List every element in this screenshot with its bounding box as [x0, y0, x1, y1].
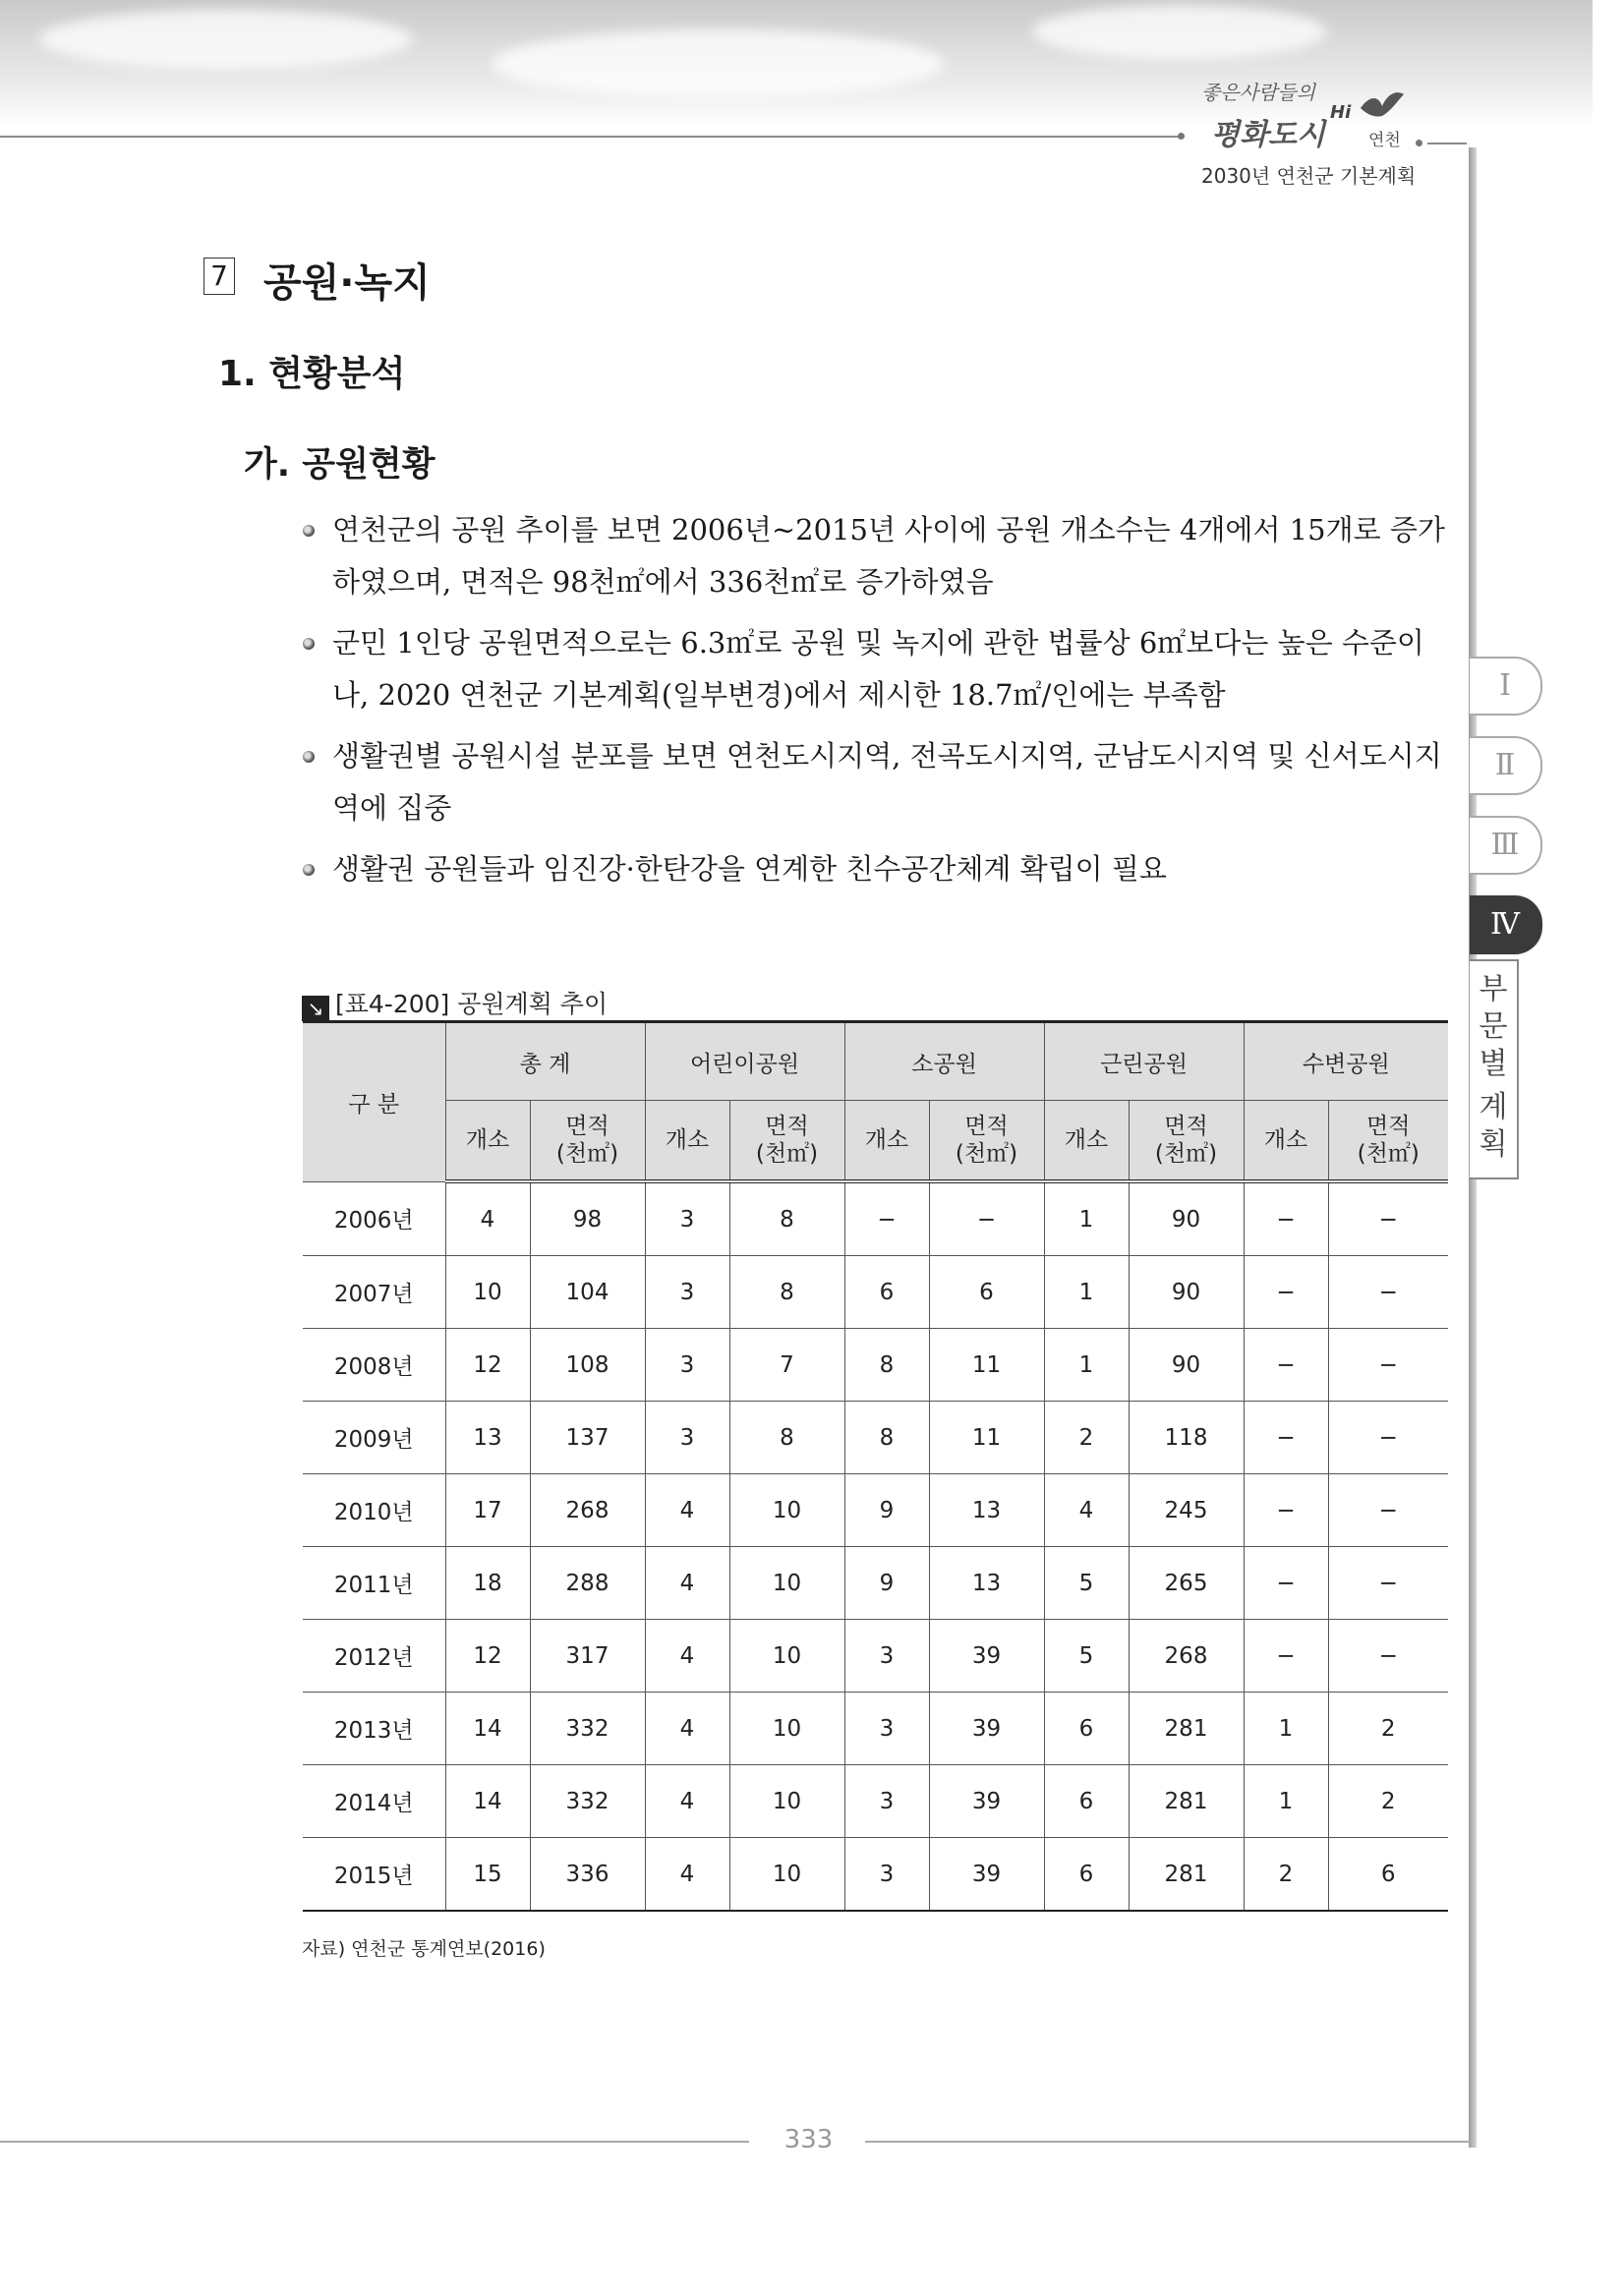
bullet-item [303, 504, 1448, 608]
table-cell: 9 [844, 1547, 929, 1620]
header-count: 개소 [445, 1101, 530, 1182]
table-cell: 317 [530, 1620, 645, 1693]
plan-title: 2030년 연천군 기본계획 [1201, 164, 1417, 188]
table-cell: 1 [1044, 1181, 1129, 1256]
table-cell: 12 [445, 1329, 530, 1402]
header-group: 총 계 [445, 1022, 645, 1101]
table-cell: 6 [1044, 1693, 1129, 1765]
header-area-unit: (천㎡) [955, 1141, 1018, 1167]
header-rule-dot [1178, 133, 1185, 140]
table-cell: − [1328, 1620, 1448, 1693]
table-cell: 4 [645, 1547, 729, 1620]
header-area-label: 면적 [765, 1114, 809, 1139]
table-cell: 2 [1328, 1693, 1448, 1765]
bullet-dot-icon [303, 638, 315, 650]
table-cell: − [1244, 1329, 1328, 1402]
table-row [303, 1329, 1448, 1402]
side-tab-1[interactable]: Ⅰ [1470, 657, 1542, 716]
heading-level1: 1. 현황분석 [218, 354, 406, 394]
table-cell: 7 [729, 1329, 844, 1402]
bullet-text: 군민 1인당 공원면적으로는 6.3㎡로 공원 및 녹지에 관한 법률상 6㎡보다는 높은 수준이나, 2020 연천군 기본계획(일부변경)에서 제시한 18.7㎡/인에는 부족함 [332, 626, 1424, 712]
header-sky-background [0, 0, 1593, 128]
table-cell: 281 [1129, 1765, 1244, 1838]
table-cell: 268 [1129, 1620, 1244, 1693]
table-cell: 4 [645, 1620, 729, 1693]
table-cell: 281 [1129, 1838, 1244, 1912]
table-cell: 3 [645, 1402, 729, 1474]
table-cell: 4 [645, 1765, 729, 1838]
table-row [303, 1620, 1448, 1693]
table-cell: 10 [445, 1256, 530, 1329]
table-cell: 39 [929, 1620, 1044, 1693]
park-trend-table [303, 1020, 1448, 1912]
table-cell: 8 [844, 1402, 929, 1474]
header-rule-right [1427, 143, 1467, 144]
table-cell: 10 [729, 1693, 844, 1765]
table-cell: 336 [530, 1838, 645, 1912]
table-cell: 39 [929, 1693, 1044, 1765]
header-group: 수변공원 [1244, 1022, 1448, 1101]
header-area-unit: (천㎡) [555, 1141, 619, 1167]
table-cell: 6 [929, 1256, 1044, 1329]
table-cell: 265 [1129, 1547, 1244, 1620]
side-tab-3[interactable]: Ⅲ [1470, 816, 1542, 875]
table-cell: 4 [445, 1181, 530, 1256]
table-cell: 332 [530, 1693, 645, 1765]
row-year: 2009년 [303, 1402, 445, 1474]
bullet-dot-icon [303, 864, 315, 876]
header-area-label: 면적 [964, 1114, 1009, 1139]
table-row [303, 1256, 1448, 1329]
table-cell: 3 [645, 1256, 729, 1329]
table-row [303, 1765, 1448, 1838]
table-cell: 3 [844, 1838, 929, 1912]
page-number: 333 [783, 2125, 834, 2154]
header-area [1129, 1101, 1244, 1182]
table-source: 자료) 연천군 통계연보(2016) [302, 1938, 546, 1960]
bullet-text: 연천군의 공원 추이를 보면 2006년~2015년 사이에 공원 개소수는 4개에서 15개로 증가하였으며, 면적은 98천㎡에서 336천㎡로 증가하였음 [332, 513, 1445, 599]
side-label-char: 별 [1479, 1047, 1508, 1081]
table-cell: 8 [729, 1402, 844, 1474]
table-cell: − [1328, 1474, 1448, 1547]
bullet-item [303, 617, 1448, 721]
bullet-dot-icon [303, 525, 315, 537]
table-body [303, 1181, 1448, 1911]
table-cell: 104 [530, 1256, 645, 1329]
table-cell: 1 [1244, 1693, 1328, 1765]
table-cell: − [1328, 1402, 1448, 1474]
table-row [303, 1402, 1448, 1474]
table-cell: 2 [1244, 1838, 1328, 1912]
table-cell: 4 [645, 1693, 729, 1765]
table-cell: 245 [1129, 1474, 1244, 1547]
table-cell: 3 [844, 1620, 929, 1693]
header-rule-dot [1416, 140, 1422, 146]
header-gubun: 구 분 [303, 1022, 445, 1182]
table-row [303, 1181, 1448, 1256]
table-cell: 10 [729, 1620, 844, 1693]
header-area-label: 면적 [1366, 1114, 1411, 1139]
table-cell: − [1244, 1256, 1328, 1329]
table-cell: − [1328, 1181, 1448, 1256]
row-year: 2015년 [303, 1838, 445, 1912]
row-year: 2010년 [303, 1474, 445, 1547]
table-cell: 1 [1044, 1256, 1129, 1329]
table-cell: 3 [645, 1181, 729, 1256]
table-cell: 6 [844, 1256, 929, 1329]
table-cell: − [844, 1181, 929, 1256]
table-cell: 90 [1129, 1329, 1244, 1402]
table-row [303, 1474, 1448, 1547]
row-year: 2013년 [303, 1693, 445, 1765]
table-row [303, 1693, 1448, 1765]
section-title: 공원·녹지 [263, 260, 431, 306]
table-cell: 13 [445, 1402, 530, 1474]
header-area-unit: (천㎡) [1154, 1141, 1218, 1167]
bullet-item [303, 843, 1448, 895]
table-cell: 11 [929, 1402, 1044, 1474]
header-rule [0, 136, 1185, 138]
section-number-box: 7 [203, 258, 235, 295]
slogan-top: 좋은사람들의 [1201, 81, 1315, 104]
header-area [1328, 1101, 1448, 1182]
table-cell: 3 [645, 1329, 729, 1402]
bullet-text: 생활권별 공원시설 분포를 보면 연천도시지역, 전곡도시지역, 군남도시지역 및 신서도시지역에 집중 [332, 739, 1442, 825]
table-caption [302, 985, 608, 1021]
table-cell: 8 [729, 1256, 844, 1329]
row-year: 2007년 [303, 1256, 445, 1329]
table-cell: 90 [1129, 1256, 1244, 1329]
table-cell: − [1244, 1181, 1328, 1256]
header-area [729, 1101, 844, 1182]
table-cell: 118 [1129, 1402, 1244, 1474]
row-year: 2008년 [303, 1329, 445, 1402]
table-cell: 90 [1129, 1181, 1244, 1256]
table-cell: 10 [729, 1547, 844, 1620]
header-area [530, 1101, 645, 1182]
header-area-unit: (천㎡) [755, 1141, 819, 1167]
table-cell: 2 [1328, 1765, 1448, 1838]
bullet-list [303, 504, 1448, 904]
header-area-unit: (천㎡) [1357, 1141, 1420, 1167]
table-cell: 1 [1044, 1329, 1129, 1402]
table-cell: 8 [729, 1181, 844, 1256]
side-tab-label [1470, 959, 1519, 1179]
side-label-char: 부 [1479, 972, 1508, 1006]
side-label-char: 계 [1479, 1090, 1508, 1124]
table-cell: 332 [530, 1765, 645, 1838]
table-cell: 288 [530, 1547, 645, 1620]
table-cell: 17 [445, 1474, 530, 1547]
table-cell: 39 [929, 1838, 1044, 1912]
table-cell: 3 [844, 1765, 929, 1838]
table-cell: 6 [1328, 1838, 1448, 1912]
table-cell: 18 [445, 1547, 530, 1620]
bird-logo-icon [1359, 88, 1406, 122]
header-area-label: 면적 [1164, 1114, 1208, 1139]
table-cell: 2 [1044, 1402, 1129, 1474]
table-cell: 108 [530, 1329, 645, 1402]
header-count: 개소 [844, 1101, 929, 1182]
row-year: 2006년 [303, 1181, 445, 1256]
bullet-item [303, 730, 1448, 834]
table-cell: 281 [1129, 1693, 1244, 1765]
header-group: 근린공원 [1044, 1022, 1244, 1101]
table-cell: 5 [1044, 1547, 1129, 1620]
table-cell: 4 [645, 1838, 729, 1912]
table-cell: 5 [1044, 1620, 1129, 1693]
header-count: 개소 [1044, 1101, 1129, 1182]
table-cell: − [1328, 1256, 1448, 1329]
table-cell: 10 [729, 1765, 844, 1838]
table-cell: − [1328, 1329, 1448, 1402]
table-cell: 10 [729, 1474, 844, 1547]
table-cell: 6 [1044, 1838, 1129, 1912]
header-group: 소공원 [844, 1022, 1044, 1101]
table-row [303, 1547, 1448, 1620]
footer-rule [0, 2141, 749, 2143]
table-cell: 9 [844, 1474, 929, 1547]
row-year: 2012년 [303, 1620, 445, 1693]
table-cell: − [929, 1181, 1044, 1256]
table-cell: 98 [530, 1181, 645, 1256]
table-cell: 12 [445, 1620, 530, 1693]
table-cell: − [1328, 1547, 1448, 1620]
side-label-char: 문 [1479, 1009, 1508, 1044]
bullet-text: 생활권 공원들과 임진강·한탄강을 연계한 친수공간체계 확립이 필요 [332, 852, 1167, 886]
table-cell: 1 [1244, 1765, 1328, 1838]
side-tab-4-active[interactable]: Ⅳ [1470, 895, 1542, 954]
table-cell: 15 [445, 1838, 530, 1912]
table-caption-text: [표4-200] 공원계획 추이 [335, 990, 609, 1018]
side-tab-2[interactable]: Ⅱ [1470, 736, 1542, 795]
table-cell: − [1244, 1620, 1328, 1693]
arrow-down-right-icon: ↘ [302, 996, 329, 1021]
header-group: 어린이공원 [645, 1022, 844, 1101]
table-cell: 3 [844, 1693, 929, 1765]
header-count: 개소 [1244, 1101, 1328, 1182]
row-year: 2011년 [303, 1547, 445, 1620]
table-cell: 4 [1044, 1474, 1129, 1547]
table-cell: 137 [530, 1402, 645, 1474]
table-cell: 14 [445, 1765, 530, 1838]
table-cell: − [1244, 1402, 1328, 1474]
table-cell: 14 [445, 1693, 530, 1765]
heading-level2: 가. 공원현황 [244, 445, 435, 485]
table-cell: 268 [530, 1474, 645, 1547]
logo-hi: Hi [1330, 102, 1352, 123]
side-label-char: 획 [1479, 1127, 1508, 1162]
logo-city: 연천 [1368, 131, 1401, 150]
table-cell: 13 [929, 1547, 1044, 1620]
header-area-label: 면적 [565, 1114, 609, 1139]
table-cell: 8 [844, 1329, 929, 1402]
footer-rule [865, 2141, 1472, 2143]
table-cell: − [1244, 1547, 1328, 1620]
table-cell: 13 [929, 1474, 1044, 1547]
bullet-dot-icon [303, 751, 315, 763]
header-area [929, 1101, 1044, 1182]
table-cell: 4 [645, 1474, 729, 1547]
table-cell: 10 [729, 1838, 844, 1912]
row-year: 2014년 [303, 1765, 445, 1838]
header-count: 개소 [645, 1101, 729, 1182]
slogan-main: 평화도시 [1211, 118, 1325, 152]
table-cell: 11 [929, 1329, 1044, 1402]
table-cell: 6 [1044, 1765, 1129, 1838]
table-cell: − [1244, 1474, 1328, 1547]
table-row [303, 1838, 1448, 1912]
table-cell: 39 [929, 1765, 1044, 1838]
